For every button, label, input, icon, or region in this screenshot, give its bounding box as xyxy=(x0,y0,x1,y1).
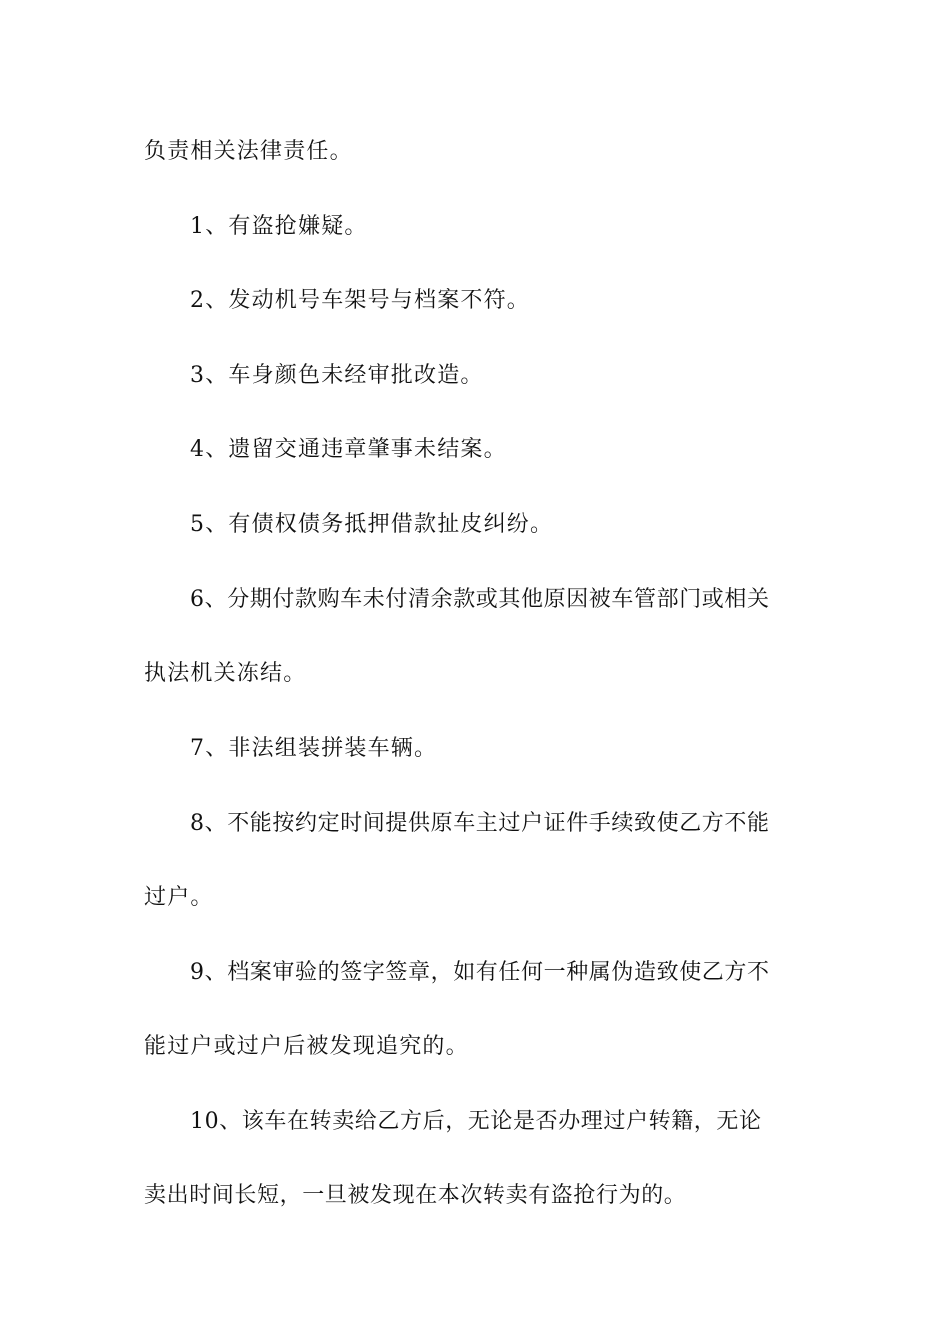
text-line-continuation: 负责相关法律责任。 xyxy=(144,139,353,164)
clause-10-line-1: 10、该车在转卖给乙方后，无论是否办理过户转籍，无论 xyxy=(190,1109,762,1134)
clause-9-line-2: 能过户或过户后被发现追究的。 xyxy=(144,1034,469,1059)
clause-2: 2、发动机号车架号与档案不符。 xyxy=(190,288,530,313)
clause-10-line-2: 卖出时间长短，一旦被发现在本次转卖有盗抢行为的。 xyxy=(144,1183,687,1208)
clause-3: 3、车身颜色未经审批改造。 xyxy=(190,363,484,388)
clause-9-line-1: 9、档案审验的签字签章，如有任何一种属伪造致使乙方不 xyxy=(190,960,770,985)
clause-5: 5、有债权债务抵押借款扯皮纠纷。 xyxy=(190,512,554,537)
clause-8-line-1: 8、不能按约定时间提供原车主过户证件手续致使乙方不能 xyxy=(190,811,770,836)
clause-6-line-1: 6、分期付款购车未付清余款或其他原因被车管部门或相关 xyxy=(190,587,770,612)
clause-4: 4、遗留交通违章肇事未结案。 xyxy=(190,437,507,462)
clause-8-line-2: 过户。 xyxy=(144,885,214,910)
clause-1: 1、有盗抢嫌疑。 xyxy=(190,214,368,239)
clause-6-line-2: 执法机关冻结。 xyxy=(144,661,307,686)
clause-7: 7、非法组装拼装车辆。 xyxy=(190,736,438,761)
